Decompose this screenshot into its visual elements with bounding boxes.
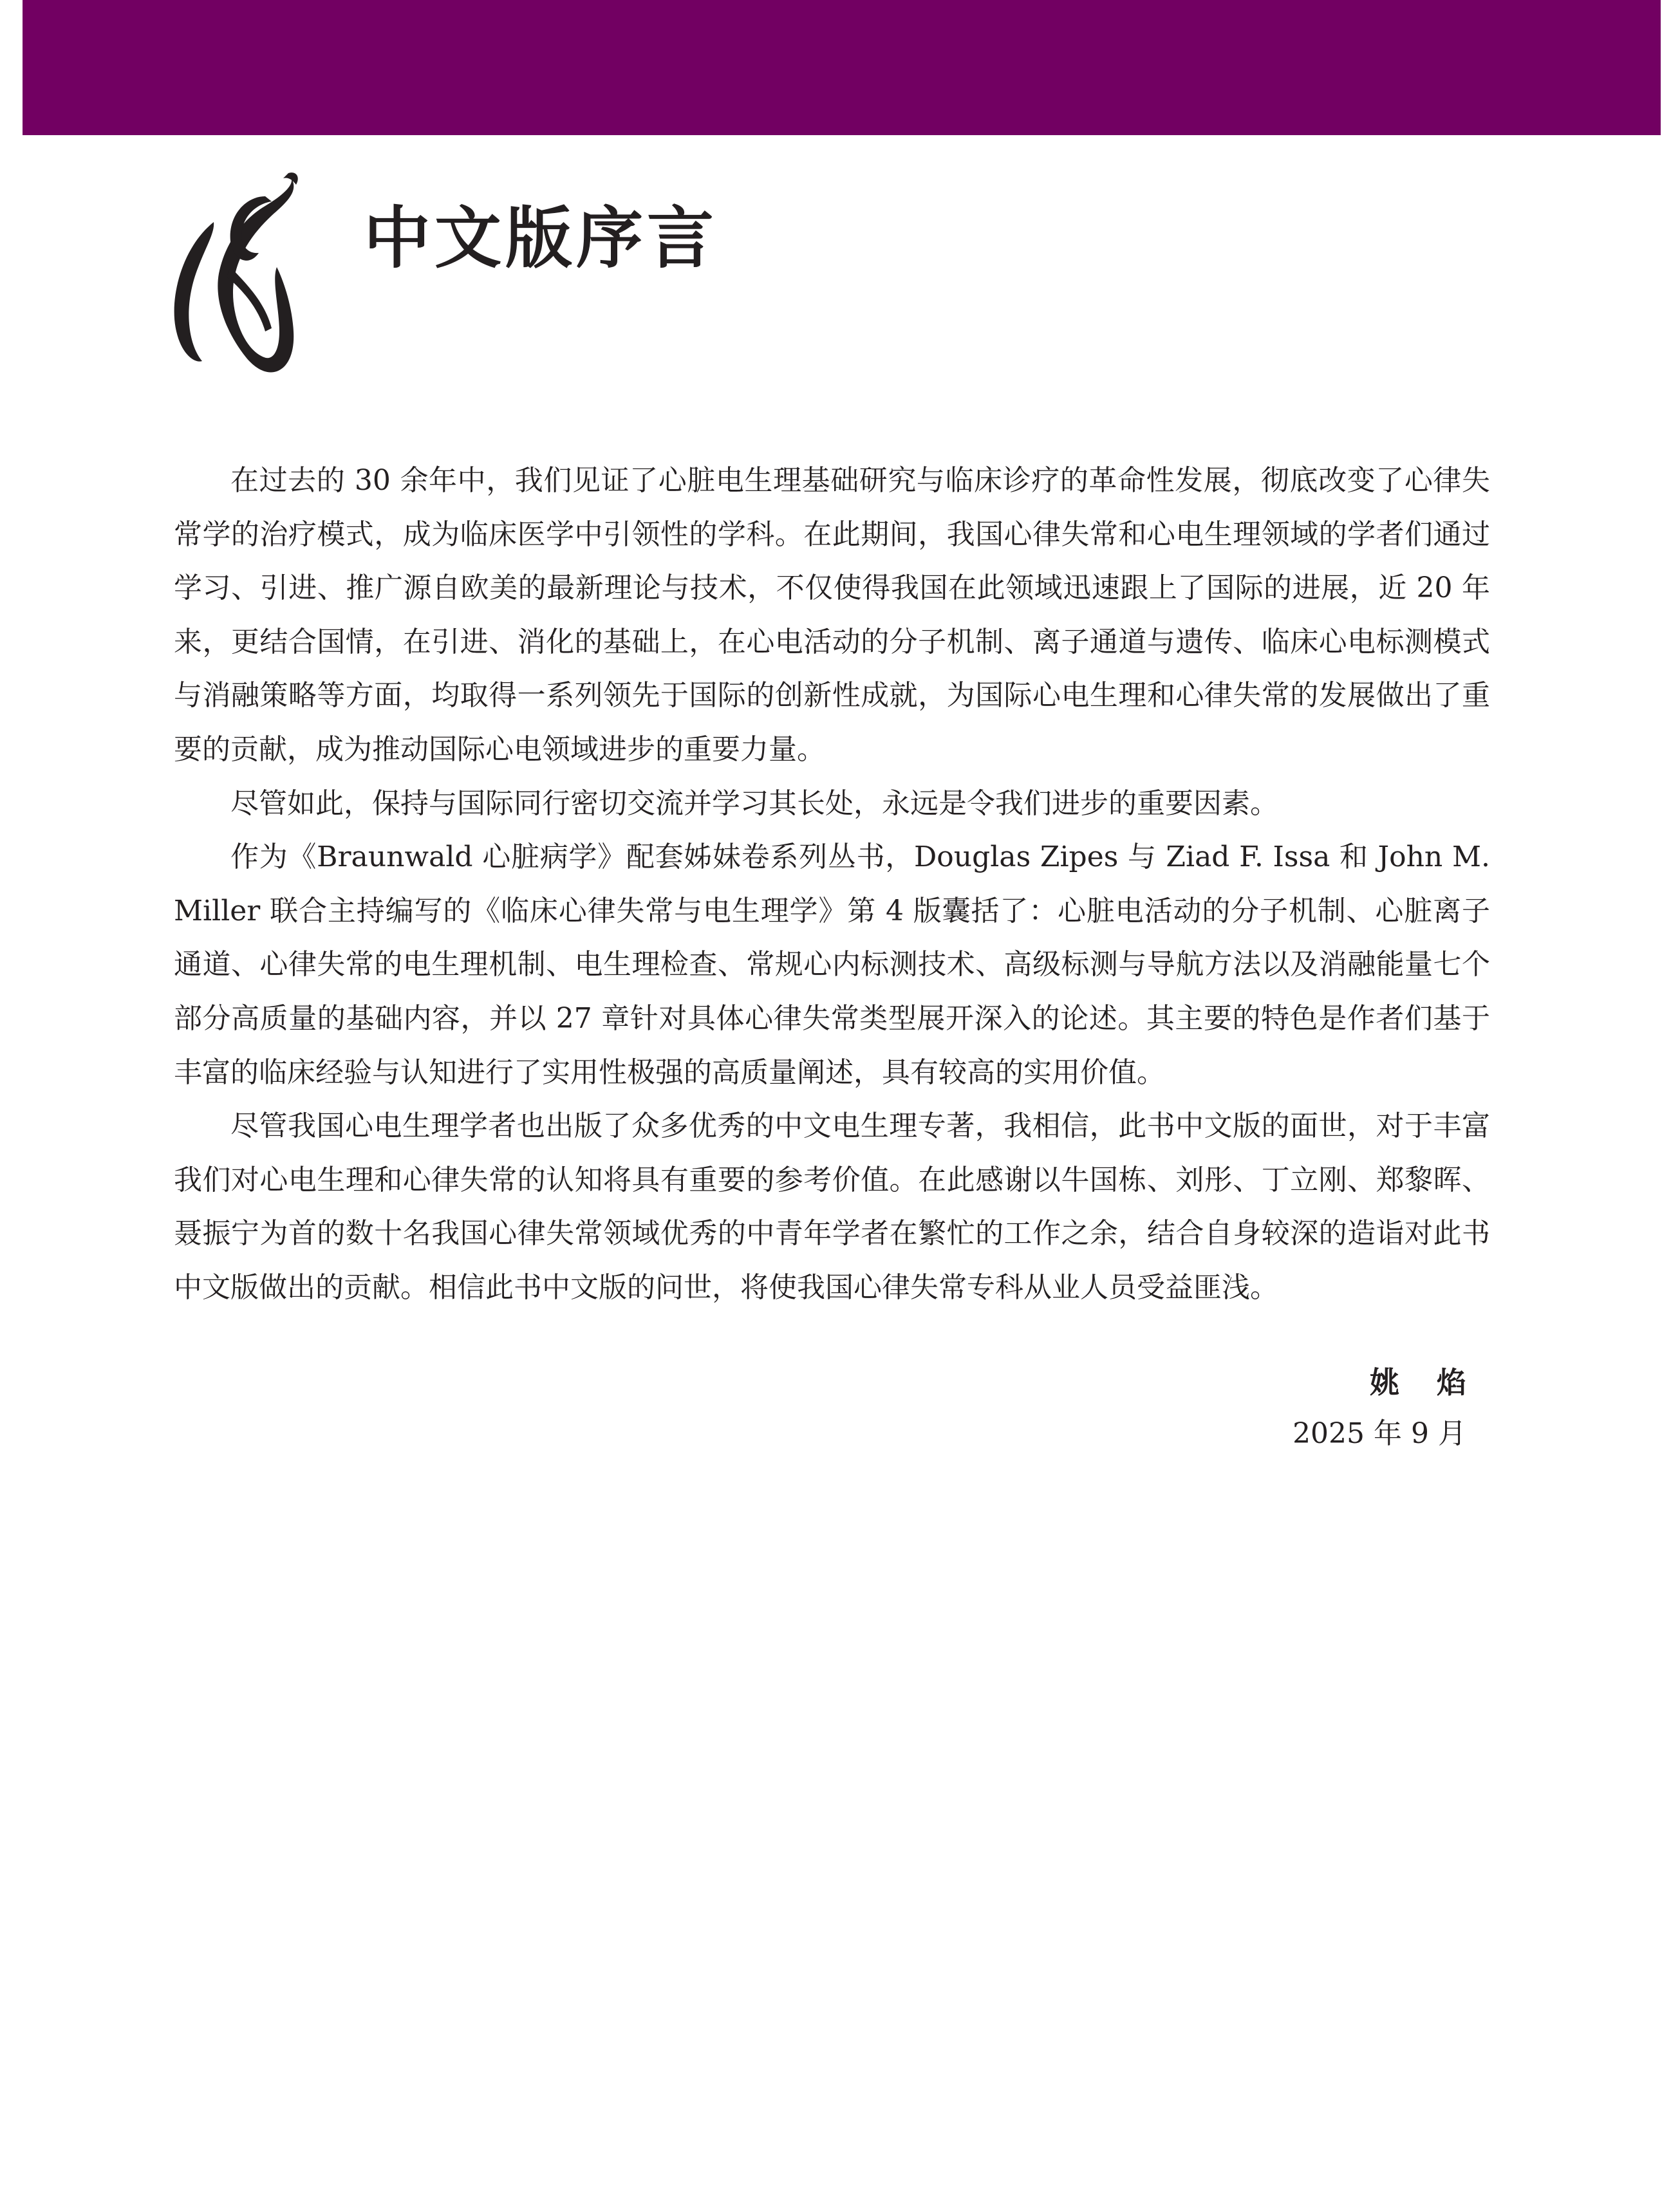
page-title: 中文版序言	[364, 198, 718, 277]
paragraph: 作为《Braunwald 心脏病学》配套姊妹卷系列丛书，Douglas Zipes 与 Ziad F. Issa 和 John M. Miller 联合主持编写的《临床心律失常与电生理学》第 4 版囊括了：心脏电活动的分子机制、心脏离子通道、心律失常的电生理机制、电生理检查、常规心内标测技术、高级标测与导航方法以及消融能量七个部分高质量的基础内容，并以 27 章针对具体心律失常类型展开深入的论述。其主要的特色是作者们基于丰富的临床经验与认知进行了实用性极强的高质量阐述，具有较高的实用价值。	[174, 841, 1490, 1089]
signature-date: 2025 年 9 月	[1293, 1417, 1466, 1450]
calligraphic-flourish-icon	[169, 171, 301, 376]
signature-block	[1293, 1357, 1504, 1460]
paragraph: 尽管如此，保持与国际同行密切交流并学习其长处，永远是令我们进步的重要因素。	[230, 786, 1278, 820]
paragraph: 在过去的 30 余年中，我们见证了心脏电生理基础研究与临床诊疗的革命性发展，彻底改变了心律失常学的治疗模式，成为临床医学中引领性的学科。在此期间，我国心律失常和心电生理领域的学者们通过学习、引进、推广源自欧美的最新理论与技术，不仅使得我国在此领域迅速跟上了国际的进展，近 20 年来，更结合国情，在引进、消化的基础上，在心电活动的分子机制、离子通道与遗传、临床心电标测模式与消融策略等方面，均取得一系列领先于国际的创新性成就，为国际心电生理和心律失常的发展做出了重要的贡献，成为推动国际心电领域进步的重要力量。	[174, 464, 1490, 766]
paragraph: 尽管我国心电生理学者也出版了众多优秀的中文电生理专著，我相信，此书中文版的面世，对于丰富我们对心电生理和心律失常的认知将具有重要的参考价值。在此感谢以牛国栋、刘彤、丁立刚、郑黎晖、聂振宁为首的数十名我国心律失常领域优秀的中青年学者在繁忙的工作之余，结合自身较深的造诣对此书中文版做出的贡献。相信此书中文版的问世，将使我国心律失常专科从业人员受益匪浅。	[174, 1110, 1490, 1304]
preface-body	[174, 454, 1490, 1315]
author-name: 姚焰	[1370, 1365, 1504, 1400]
header-color-band	[23, 0, 1661, 135]
